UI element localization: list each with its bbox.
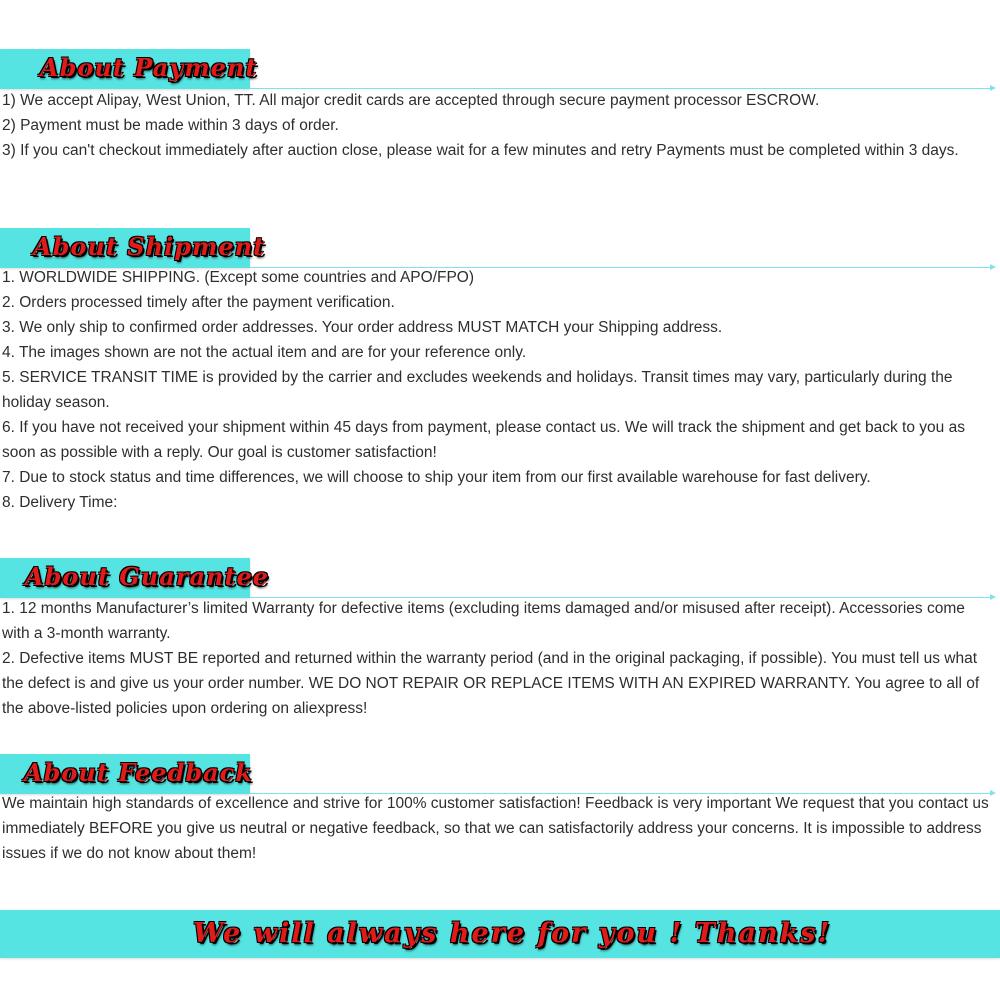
shipment-banner	[0, 228, 266, 268]
guarantee-line: 2. Defective items MUST BE reported and returned within the warranty period (and in the original packaging, if possible). You must tell us what the defect is and give us your order number. WE DO NOT REPAIR OR REPLACE ITEMS WITH AN EXPIRED WARRANTY. You agree to all of the above-listed policies upon ordering on aliexpress!	[2, 650, 980, 717]
shipment-line: 7. Due to stock status and time differences, we will choose to ship your item from our first available warehouse for fast delivery.	[2, 469, 871, 486]
feedback-banner	[0, 754, 253, 794]
guarantee-line: 1. 12 months Manufacturer’s limited Warranty for defective items (excluding items damaged and/or misused after receipt). Accessories come with a 3-month warranty.	[2, 600, 965, 642]
feedback-title: About Feedback	[24, 758, 253, 787]
shipment-text	[2, 265, 992, 515]
shipment-line: 6. If you have not received your shipment within 45 days from payment, please contact us. We will track the shipment and get back to you as soon as possible with a reply. Our goal is customer satisfaction!	[2, 419, 965, 461]
guarantee-title: About Guarantee	[25, 562, 270, 591]
shipment-line: 2. Orders processed timely after the payment verification.	[2, 294, 395, 311]
shipment-line: 5. SERVICE TRANSIT TIME is provided by the carrier and excludes weekends and holidays. Transit times may vary, particularly during the holiday season.	[2, 369, 953, 411]
shipment-line: 3. We only ship to confirmed order addresses. Your order address MUST MATCH your Shipping address.	[2, 319, 723, 336]
feedback-text	[2, 791, 992, 866]
shipment-title: About Shipment	[33, 232, 266, 261]
shipment-line: 1. WORLDWIDE SHIPPING. (Except some countries and APO/FPO)	[2, 269, 475, 286]
thanks-banner	[0, 910, 1000, 958]
payment-line: 2) Payment must be made within 3 days of order.	[2, 117, 339, 134]
payment-text	[2, 88, 992, 163]
payment-title: About Payment	[40, 53, 258, 82]
payment-line: 1) We accept Alipay, West Union, TT. All major credit cards are accepted through secure payment processor ESCROW.	[2, 92, 820, 109]
payment-line: 3) If you can't checkout immediately after auction close, please wait for a few minutes and retry Payments must be completed within 3 days.	[2, 142, 959, 159]
thanks-message: We will always here for you ! Thanks!	[193, 918, 832, 949]
shipment-line: 8. Delivery Time:	[2, 494, 118, 511]
shipment-line: 4. The images shown are not the actual item and are for your reference only.	[2, 344, 527, 361]
feedback-line: We maintain high standards of excellence and strive for 100% customer satisfaction! Feedback is very important We request that you contact us immediately BEFORE you give us neutral or negative feedback, so that we can satisfactorily address your concerns. It is impossible to address issues if we do not know about them!	[2, 795, 989, 862]
guarantee-banner	[0, 558, 270, 598]
payment-banner	[0, 49, 258, 89]
guarantee-text	[2, 596, 992, 721]
